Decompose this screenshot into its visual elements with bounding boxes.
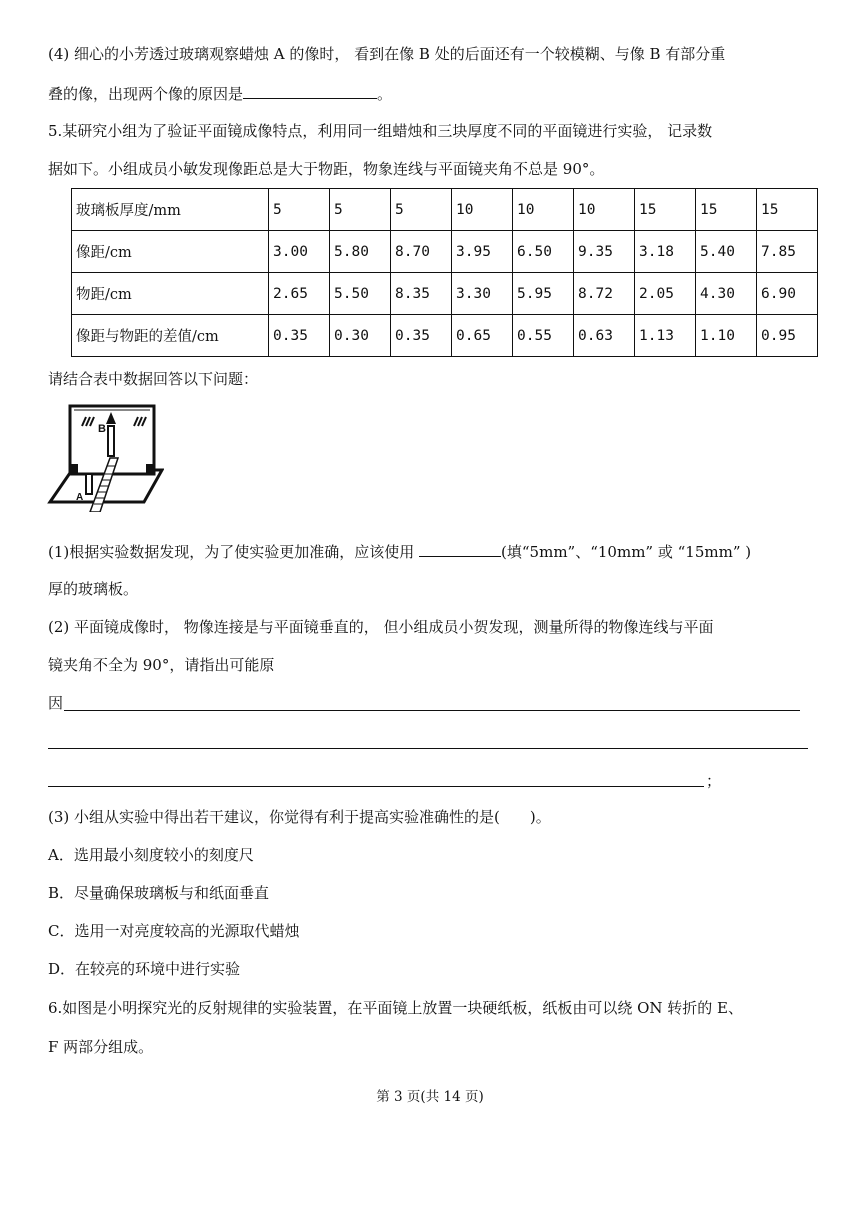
table-cell: 3.00 (269, 231, 330, 273)
q5-sub2-answer-line2[interactable] (48, 748, 808, 749)
figure-candle-b (108, 426, 114, 456)
table-cell: 4.30 (696, 273, 757, 315)
table-cell: 0.30 (330, 315, 391, 357)
figure-label-b: B (98, 423, 106, 435)
table-cell: 5.50 (330, 273, 391, 315)
table-cell: 0.95 (757, 315, 818, 357)
table-cell: 5 (330, 189, 391, 231)
table-cell: 0.35 (391, 315, 452, 357)
q5-prompt: 请结合表中数据回答以下问题： (48, 370, 259, 388)
q5-sub1-text: (1)根据实验数据发现，为了使实验更加准确，应该使用 (48, 543, 415, 561)
option-b: B．尽量确保玻璃板与和纸面垂直 (48, 884, 270, 902)
q4-answer-blank[interactable] (243, 82, 377, 99)
row-label: 像距与物距的差值/cm (72, 315, 269, 357)
table-row (72, 273, 818, 315)
table-cell: 15 (696, 189, 757, 231)
table-cell: 8.72 (574, 273, 635, 315)
q6-line1: 6.如图是小明探究光的反射规律的实验装置，在平面镜上放置一块硬纸板，纸板由可以绕 ON 转折的 E、 (48, 999, 743, 1017)
q5-sub3: (3) 小组从实验中得出若干建议，你觉得有利于提高实验准确性的是( )。 (48, 808, 551, 826)
table-cell: 5 (269, 189, 330, 231)
q4-line1: (4) 细心的小芳透过玻璃观察蜡烛 A 的像时， 看到在像 B 处的后面还有一个较模糊、与像 B 有部分重 (48, 45, 726, 63)
q5-intro-line2: 据如下。小组成员小敏发现像距总是大于物距，物象连线与平面镜夹角不总是 90°。 (48, 160, 605, 178)
q5-sub1-answer-blank[interactable] (419, 540, 501, 557)
q4-line2 (48, 82, 392, 105)
table-cell: 2.65 (269, 273, 330, 315)
table-cell: 1.13 (635, 315, 696, 357)
table-cell: 6.90 (757, 273, 818, 315)
table-cell: 6.50 (513, 231, 574, 273)
q5-intro-line1: 5.某研究小组为了验证平面镜成像特点，利用同一组蜡烛和三块厚度不同的平面镜进行实验， 记录数 (48, 122, 713, 140)
table-cell: 9.35 (574, 231, 635, 273)
table-row (72, 189, 818, 231)
table-cell: 5.40 (696, 231, 757, 273)
q5-sub2-line3: 因 (48, 694, 64, 712)
q5-sub1-line2: 厚的玻璃板。 (48, 580, 139, 598)
q6-line2: F 两部分组成。 (48, 1038, 154, 1056)
table-cell: 8.70 (391, 231, 452, 273)
table-cell: 10 (574, 189, 635, 231)
option-d: D．在较亮的环境中进行实验 (48, 960, 241, 978)
row-label: 物距/cm (72, 273, 269, 315)
table-cell: 1.10 (696, 315, 757, 357)
table-cell: 10 (452, 189, 513, 231)
table-cell: 10 (513, 189, 574, 231)
q4-line2-text: 叠的像，出现两个像的原因是 (48, 85, 244, 103)
table-cell: 3.30 (452, 273, 513, 315)
table-cell: 7.85 (757, 231, 818, 273)
table-row (72, 315, 818, 357)
table-cell: 0.65 (452, 315, 513, 357)
mirror-experiment-figure (46, 400, 164, 512)
row-label: 像距/cm (72, 231, 269, 273)
table-cell: 5.95 (513, 273, 574, 315)
table-cell: 15 (757, 189, 818, 231)
table-cell: 3.18 (635, 231, 696, 273)
row-label: 玻璃板厚度/mm (72, 189, 269, 231)
table-cell: 0.35 (269, 315, 330, 357)
figure-label-a: A (76, 492, 84, 503)
option-a: A．选用最小刻度较小的刻度尺 (48, 846, 254, 864)
figure-candle-a (86, 474, 92, 494)
q5-sub1-line1 (48, 540, 751, 563)
page-footer: 第 3 页(共 14 页) (376, 1089, 484, 1105)
data-table (71, 188, 818, 357)
table-row (72, 231, 818, 273)
q4-line2-end: 。 (377, 85, 393, 103)
q5-sub2-answer-line3[interactable] (48, 786, 704, 787)
option-c: C．选用一对亮度较高的光源取代蜡烛 (48, 922, 300, 940)
table-cell: 5.80 (330, 231, 391, 273)
q5-sub2-answer-line1[interactable] (64, 710, 800, 711)
table-cell: 8.35 (391, 273, 452, 315)
table-cell: 0.55 (513, 315, 574, 357)
q5-sub1-options: (填“5mm”、“10mm” 或 “15mm” ) (501, 543, 752, 561)
q5-sub2-end: ； (706, 772, 722, 790)
table-cell: 15 (635, 189, 696, 231)
table-cell: 3.95 (452, 231, 513, 273)
q5-sub2-line1: (2) 平面镜成像时， 物像连接是与平面镜垂直的， 但小组成员小贺发现，测量所得的物像连线与平面 (48, 618, 714, 636)
table-cell: 2.05 (635, 273, 696, 315)
q5-sub2-line2: 镜夹角不全为 90°，请指出可能原 (48, 656, 275, 674)
table-cell: 0.63 (574, 315, 635, 357)
table-cell: 5 (391, 189, 452, 231)
